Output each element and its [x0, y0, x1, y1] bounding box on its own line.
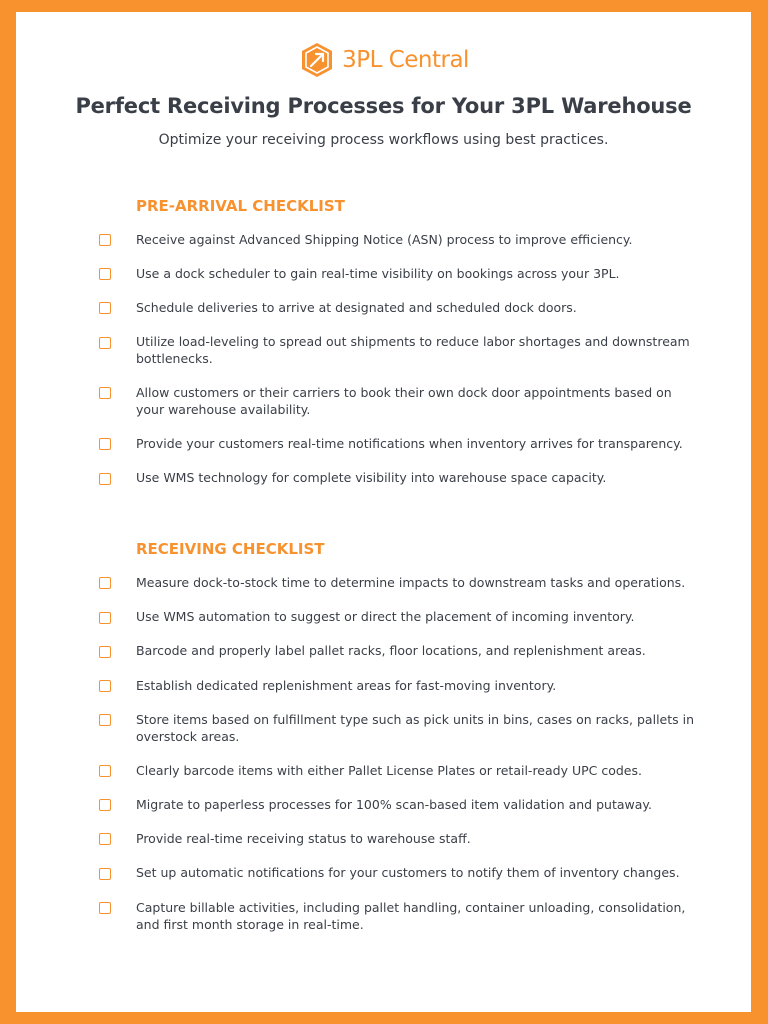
- checklist-page: [16, 12, 751, 1012]
- checkbox[interactable]: [99, 833, 111, 845]
- checklist-item-text: Store items based on fulfillment type such as pick units in bins, cases on racks, pallets in overstock areas.: [136, 712, 695, 744]
- checklist-item-text: Measure dock-to-stock time to determine impacts to downstream tasks and operations.: [136, 575, 686, 590]
- checklist-item-text: Utilize load-leveling to spread out shipments to reduce labor shortages and downstream bottlenecks.: [136, 334, 690, 366]
- checklist-item-text: Allow customers or their carriers to book their own dock door appointments based on your warehouse availability.: [136, 385, 672, 417]
- checklist-item-text: Establish dedicated replenishment areas for fast-moving inventory.: [136, 678, 557, 693]
- checkbox[interactable]: [99, 337, 111, 349]
- checkbox[interactable]: [99, 234, 111, 246]
- checkbox[interactable]: [99, 680, 111, 692]
- checkbox[interactable]: [99, 902, 111, 914]
- checkbox[interactable]: [99, 577, 111, 589]
- checklist-item-text: Clearly barcode items with either Pallet License Plates or retail-ready UPC codes.: [136, 763, 642, 778]
- checkbox[interactable]: [99, 765, 111, 777]
- checklist-item-text: Provide real-time receiving status to warehouse staff.: [136, 831, 471, 846]
- checkbox[interactable]: [99, 714, 111, 726]
- checklist-item-text: Use a dock scheduler to gain real-time visibility on bookings across your 3PL.: [136, 266, 620, 281]
- checkbox[interactable]: [99, 868, 111, 880]
- checklist-item-text: Barcode and properly label pallet racks, floor locations, and replenishment areas.: [136, 643, 646, 658]
- brand-name: 3PL Central: [342, 47, 469, 73]
- brand-logo: [16, 40, 751, 80]
- checkbox[interactable]: [99, 387, 111, 399]
- box-arrow-icon: [298, 41, 336, 79]
- checklist-item-text: Capture billable activities, including pallet handling, container unloading, consolidation, and first month storage in real-time.: [136, 900, 686, 932]
- checkbox[interactable]: [99, 612, 111, 624]
- checklist-item-text: Schedule deliveries to arrive at designated and scheduled dock doors.: [136, 300, 577, 315]
- section-heading-receiving: RECEIVING CHECKLIST: [136, 540, 325, 558]
- page-subtitle: Optimize your receiving process workflows using best practices.: [158, 132, 609, 148]
- section-heading-pre-arrival: PRE-ARRIVAL CHECKLIST: [136, 197, 345, 215]
- checkbox[interactable]: [99, 473, 111, 485]
- checkbox[interactable]: [99, 799, 111, 811]
- checkbox[interactable]: [99, 268, 111, 280]
- page-title: Perfect Receiving Processes for Your 3PL Warehouse: [75, 94, 692, 118]
- checklist-item-text: Migrate to paperless processes for 100% scan-based item validation and putaway.: [136, 797, 652, 812]
- checkbox[interactable]: [99, 302, 111, 314]
- checklist-item-text: Use WMS technology for complete visibility into warehouse space capacity.: [136, 470, 607, 485]
- checklist-item-text: Use WMS automation to suggest or direct the placement of incoming inventory.: [136, 609, 635, 624]
- checklist-item-text: Provide your customers real-time notifications when inventory arrives for transparency.: [136, 436, 683, 451]
- checklist-item-text: Receive against Advanced Shipping Notice (ASN) process to improve efficiency.: [136, 232, 633, 247]
- checkbox[interactable]: [99, 438, 111, 450]
- checklist-item-text: Set up automatic notifications for your customers to notify them of inventory changes.: [136, 865, 680, 880]
- checkbox[interactable]: [99, 646, 111, 658]
